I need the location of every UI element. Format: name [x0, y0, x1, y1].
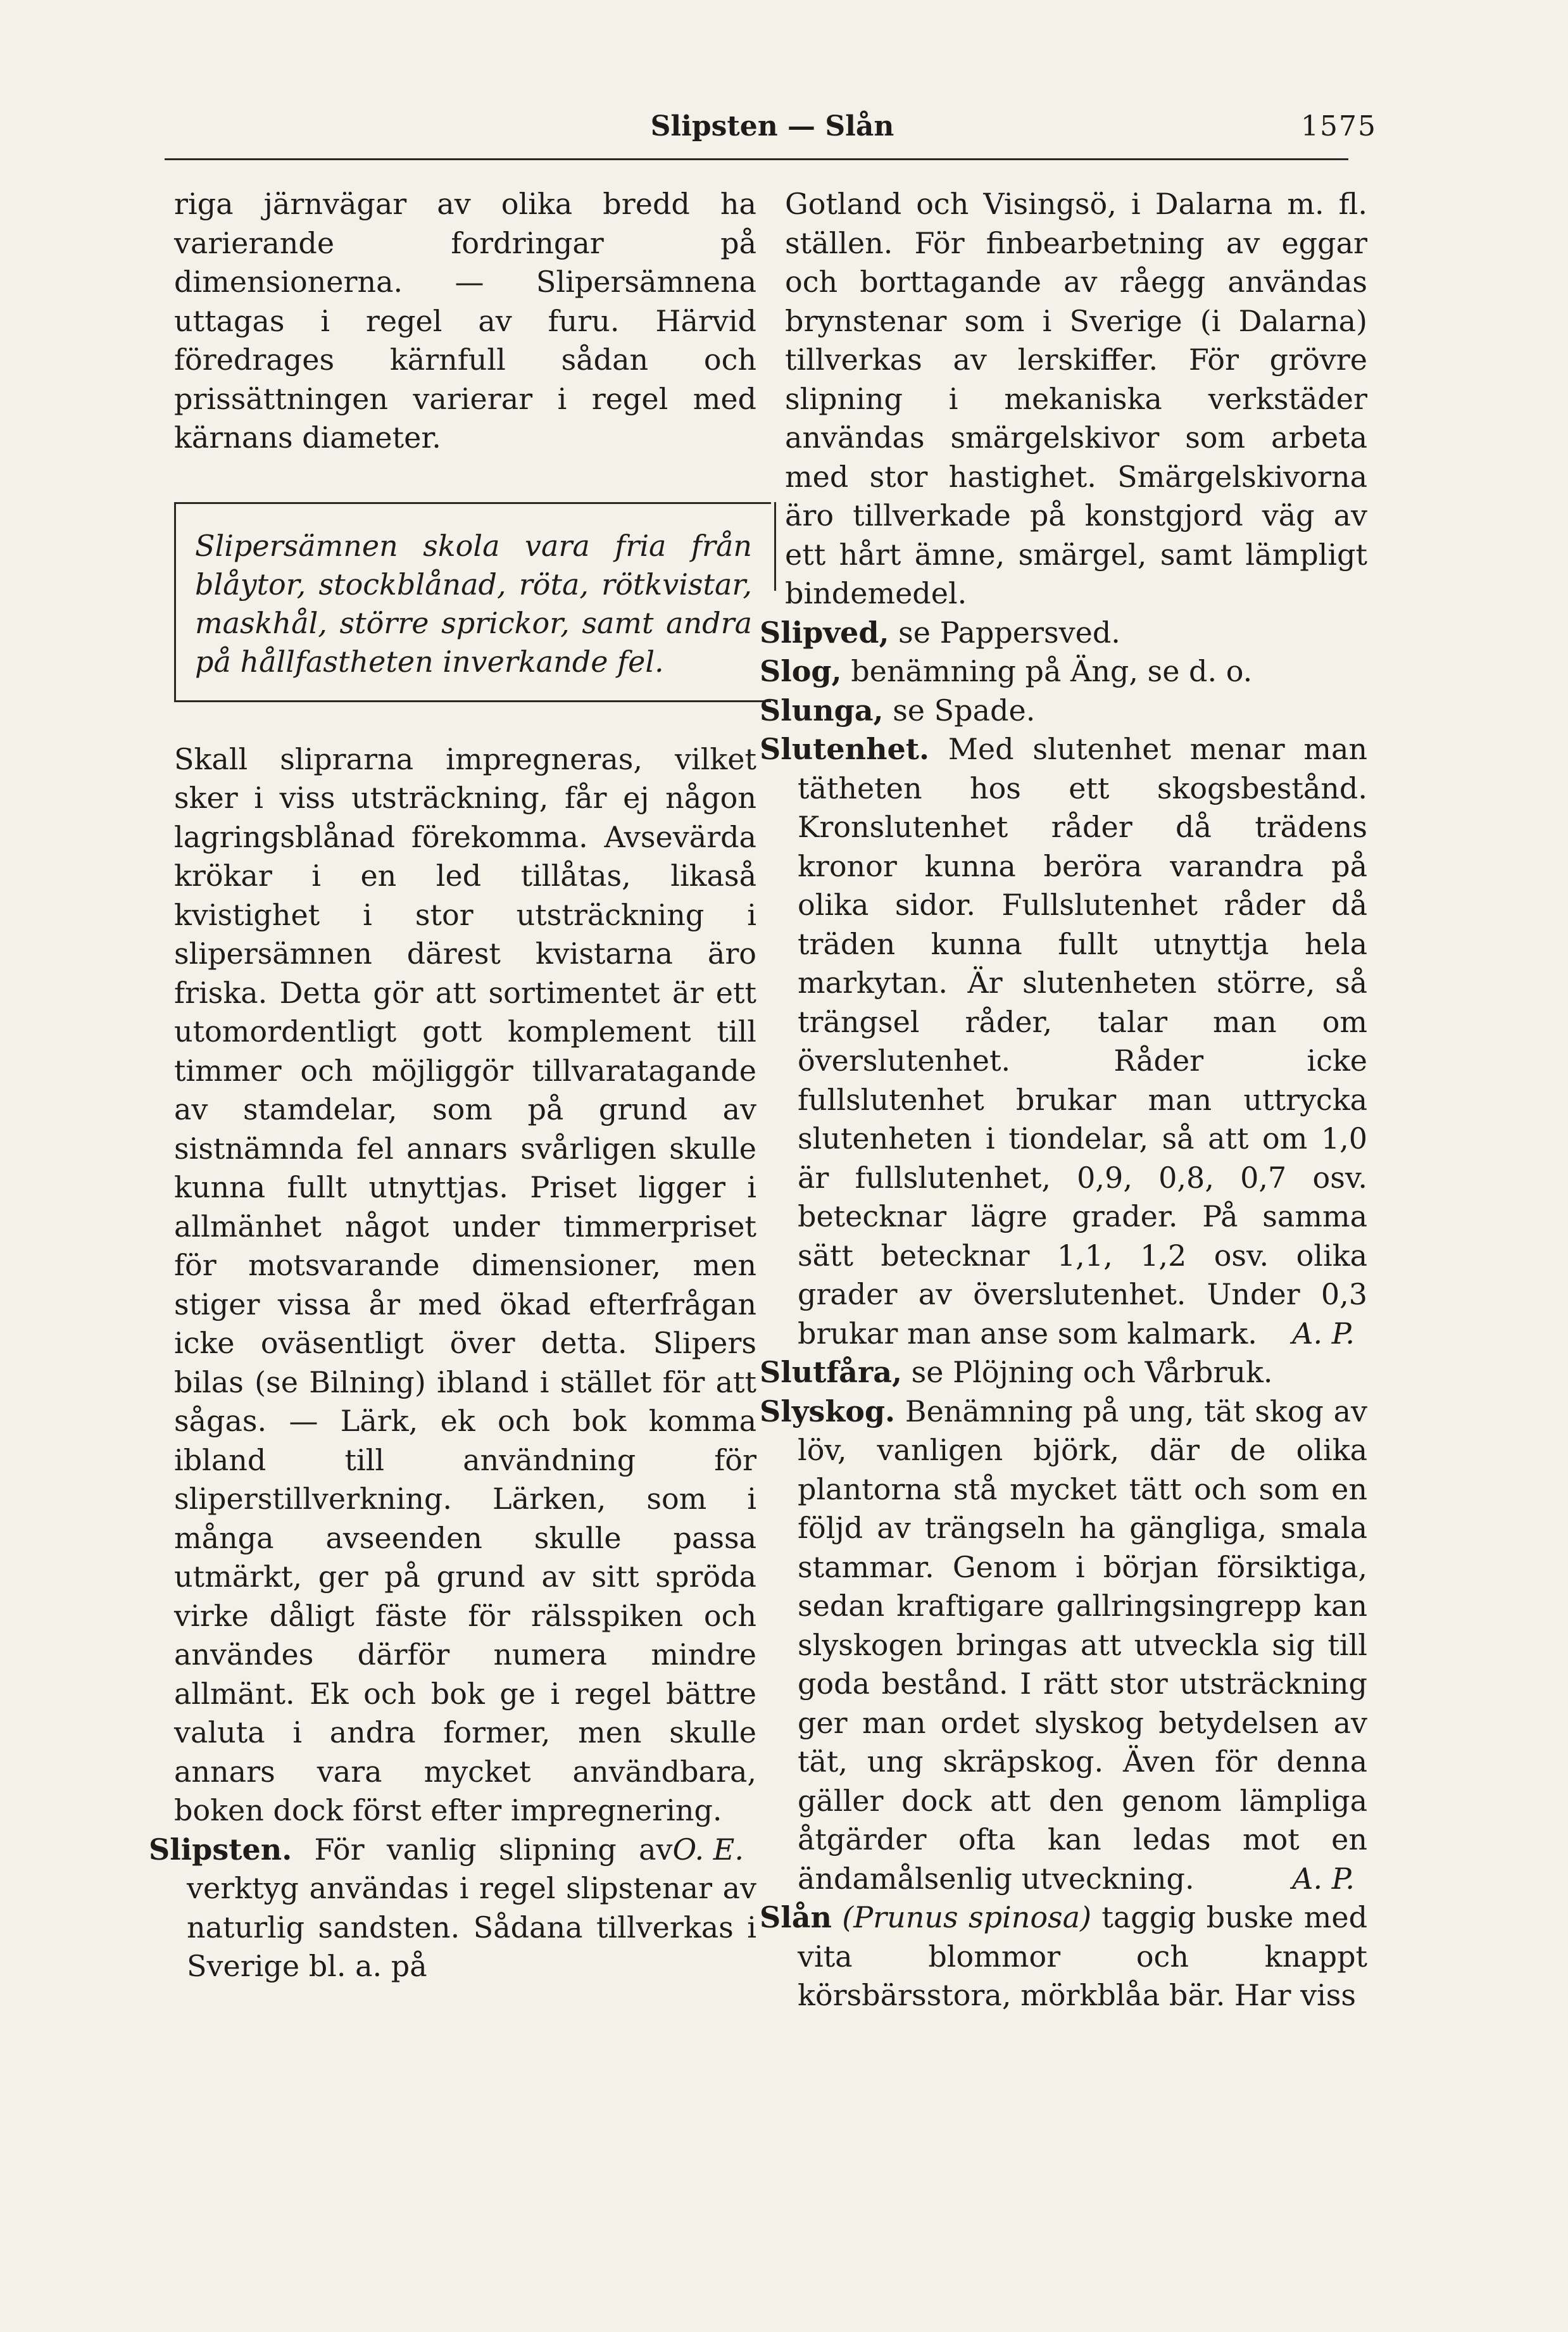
entry-slipved: [760, 614, 1367, 653]
paragraph-slipsten-continued: Gotland och Visingsö, i Dalarna m. fl. ställen. För finbearbetning av eggar och borttagande av råegg användas brynstenar som i Sverige (i Dalarna) tillverkas av lerskiffer. För grövre slipning i mekaniska verkstäder användas smärgelskivor som arbeta med stor hastighet. Smärgelskivorna äro tillverkade på konstgjord väg av ett hårt ämne, smärgel, samt lämpligt bindemedel.: [785, 187, 1367, 610]
page-header: [152, 101, 1393, 152]
entry-text: För vanlig slipning av verktyg användas i regel slipstenar av naturlig sandsten. Sådana tillverkas i Sverige bl. a. på: [187, 1832, 756, 1983]
entry-slutenhet: [760, 730, 1367, 1353]
entry-text: se Pappersved.: [898, 615, 1120, 650]
entry-text: se Plöjning och Vårbruk.: [911, 1355, 1273, 1389]
entry-text: Benämning på ung, tät skog av löv, vanligen björk, där de olika plantorna stå mycket tätt och som en följd av trängseln ha gängliga, smala stammar. Genom i början försiktiga, sedan kraftigare gallringsingrepp kan slyskogen bringas att utveckla sig till goda bestånd. I rätt stor utsträckning ger man ordet slyskog betydelsen av tät, ung skräpskog. Även för denna gäller dock att den genom lämpliga åtgärder ofta kan ledas mot en ändamålsenlig utveckning.: [798, 1394, 1367, 1896]
header-rule: [165, 158, 1348, 160]
headword: Slipsten.: [149, 1832, 292, 1867]
author-signature: A. P.: [1292, 1316, 1355, 1351]
latin-name: (Prunus spinosa): [842, 1900, 1092, 1934]
right-column: [760, 185, 1367, 2015]
entry-slyskog: [760, 1392, 1367, 1899]
entry-slog: [760, 652, 1367, 691]
running-title: Slipsten — Slån: [650, 110, 894, 142]
entry-slunga: [760, 691, 1367, 731]
headword: Slyskog.: [760, 1394, 896, 1428]
entry-slipsten: [149, 1831, 756, 1986]
paragraph-sliper-dimensions: riga järnvägar av olika bredd ha varierande fordringar på dimensionerna. — Slipersämnena uttagas i regel av furu. Härvid föredrages kärnfull sådan och prissättningen varierar i regel med kärnans diameter.: [174, 187, 756, 455]
author-signature: O. E.: [672, 1832, 744, 1867]
headword: Slutenhet.: [760, 732, 930, 766]
entry-slutfara: [760, 1353, 1367, 1392]
entry-text: Med slutenhet menar man tätheten hos ett skogsbestånd. Kronslutenhet råder då trädens kronor kunna beröra varandra på olika sidor. Fullslutenhet råder då träden kunna fullt utnyttja hela markytan. Är slutenheten större, så trängsel råder, talar man om överslutenhet. Råder icke fullslutenhet brukar man uttrycka slutenheten i tiondelar, så att om 1,0 är fullslutenhet, 0,9, 0,8, 0,7 osv. betecknar lägre grader. På samma sätt betecknar 1,1, 1,2 osv. olika grader av överslutenhet. Under 0,3 brukar man anse som kalmark.: [798, 732, 1367, 1351]
headword: Slutfåra,: [760, 1355, 903, 1389]
boxed-note: Slipersämnen skola vara fria från blåytor, stockblånad, röta, rötkvistar, maskhål, större sprickor, samt andra på hållfastheten inverkande fel.: [174, 502, 771, 702]
entry-text: taggig buske med vita blommor och knappt körsbärsstora, mörkblåa bär. Har viss: [798, 1900, 1368, 2012]
headword: Slog,: [760, 654, 842, 688]
entry-text: se Spade.: [893, 693, 1036, 728]
page-number: 1575: [1301, 110, 1377, 142]
entry-slan: [760, 1898, 1367, 2015]
headword: Slån: [760, 1900, 832, 1934]
headword: Slipved,: [760, 615, 889, 650]
author-signature: A. P.: [1292, 1861, 1355, 1896]
entry-text: benämning på Äng, se d. o.: [851, 654, 1253, 688]
left-column: [149, 185, 756, 1986]
paragraph-text: Skall sliprarna impregneras, vilket sker i viss utsträckning, får ej någon lagringsblånad förekomma. Avsevärda krökar i en led tillåtas, likaså kvistighet i stor utsträckning i slipersämnen därest kvistarna äro friska. Detta gör att sortimentet är ett utomordentligt gott komplement till timmer och möjliggör tillvaratagande av stamdelar, som på grund av sistnämnda fel annars svårligen skulle kunna fullt utnyttjas. Priset ligger i allmänhet något under timmerpriset för motsvarande dimensioner, men stiger vissa år med ökad efterfrågan icke oväsentligt över detta. Slipers bilas (se Bilning) ibland i stället för att sågas. — Lärk, ek och bok komma ibland till användning för sliperstillverkning. Lärken, som i många avseenden skulle passa utmärkt, ger på grund av sitt spröda virke dåligt fäste för rälsspiken och användes därför numera mindre allmänt. Ek och bok ge i regel bättre valuta i andra former, men skulle annars vara mycket användbara, boken dock först efter impregnering.: [174, 741, 756, 1827]
headword: Slunga,: [760, 693, 884, 728]
